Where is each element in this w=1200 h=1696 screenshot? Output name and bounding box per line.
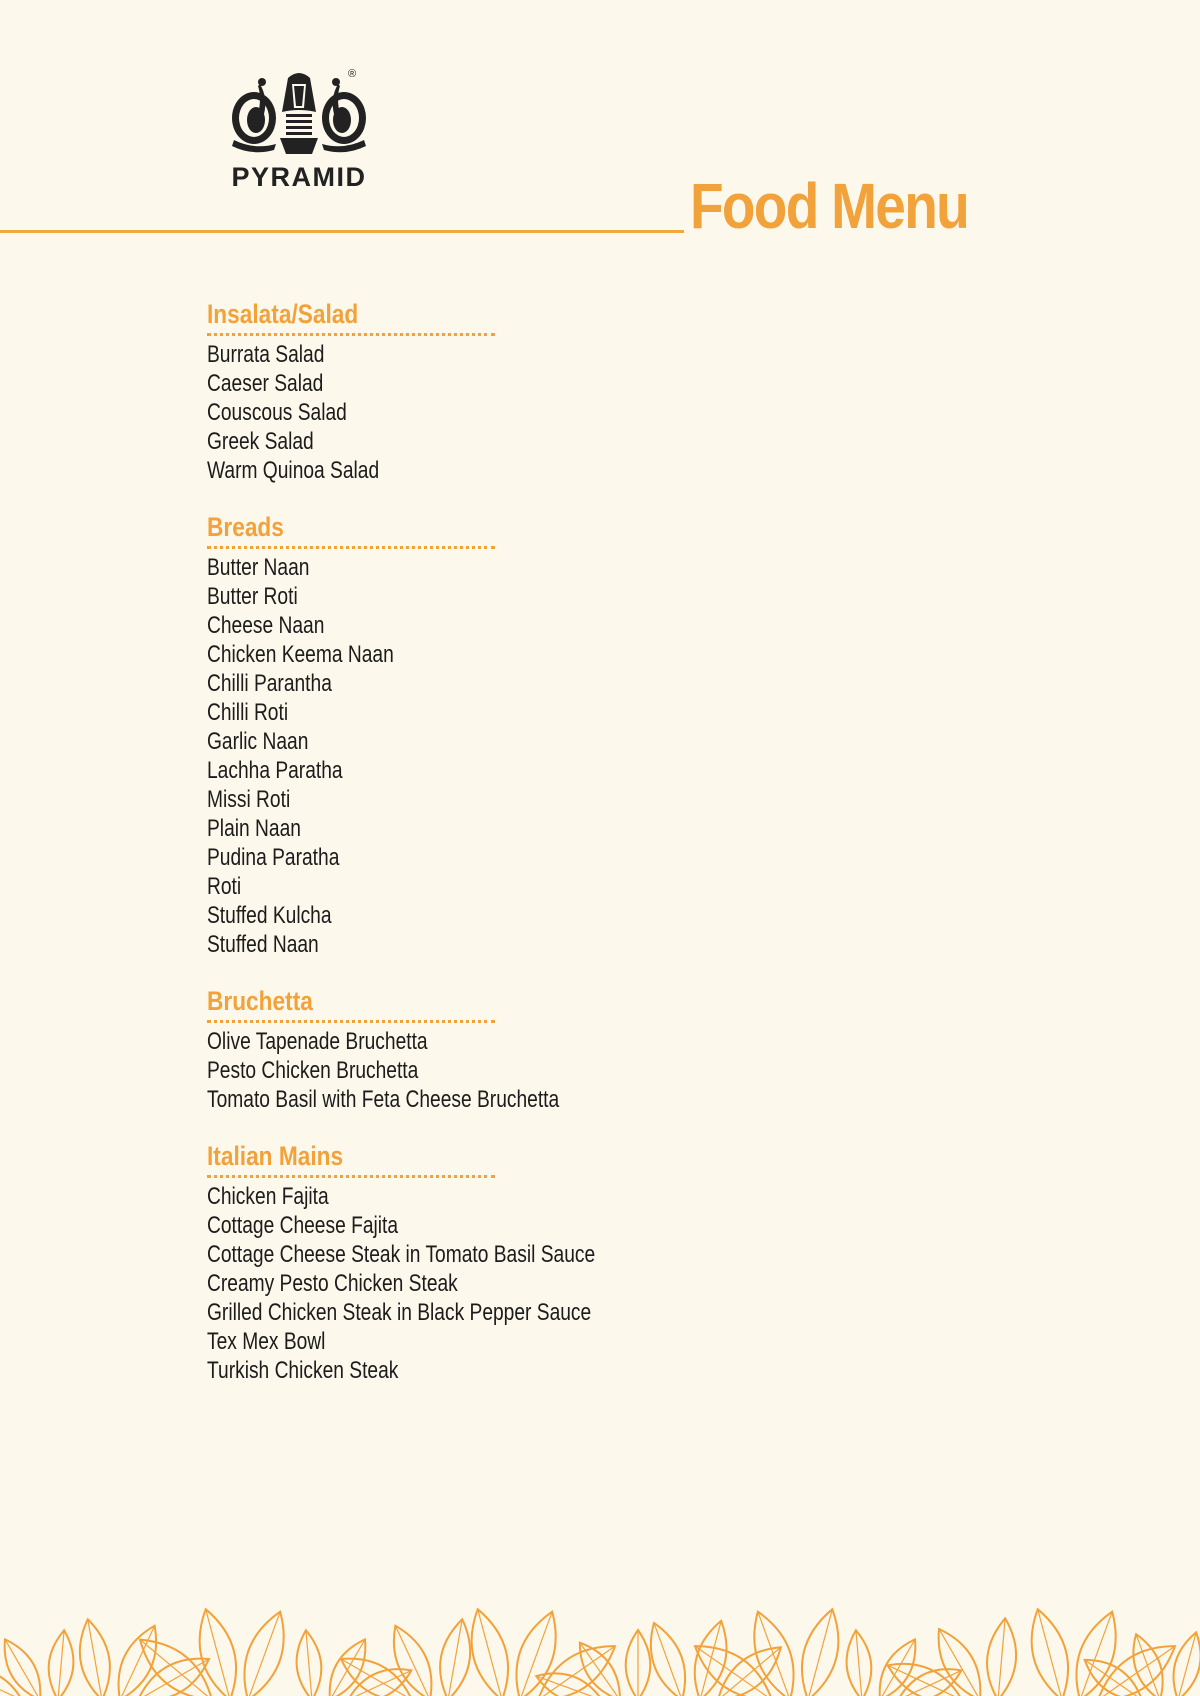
leaf-vein	[120, 1626, 155, 1696]
menu-list	[207, 297, 727, 1410]
menu-item: Grilled Chicken Steak in Black Pepper Sauce	[207, 1299, 592, 1326]
menu-item: Tomato Basil with Feta Cheese Bruchetta	[207, 1086, 560, 1113]
menu-item: Lachha Paratha	[207, 757, 343, 784]
section-title: Italian Mains	[207, 1141, 344, 1171]
item-list	[207, 1027, 727, 1114]
item-list	[207, 553, 727, 959]
leaf-shape	[382, 1620, 443, 1696]
registered-mark: ®	[348, 68, 357, 80]
section-title: Breads	[207, 512, 284, 542]
page-title: Food Menu	[690, 170, 968, 242]
menu-item: Couscous Salad	[207, 399, 347, 426]
menu-item: Cottage Cheese Fajita	[207, 1212, 399, 1239]
leaf-vein	[306, 1630, 312, 1696]
menu-item: Missi Roti	[207, 786, 291, 813]
menu-item: Roti	[207, 873, 242, 900]
section-title: Insalata/Salad	[207, 299, 359, 329]
leaf-shape	[1022, 1605, 1078, 1696]
section-dotted-divider	[207, 333, 495, 336]
item-list	[207, 340, 727, 485]
footer-leaf-decoration	[0, 1590, 1200, 1696]
leaf-shape	[1065, 1606, 1128, 1696]
leaf-shape	[532, 1665, 606, 1696]
menu-item: Tex Mex Bowl	[207, 1328, 326, 1355]
item-list	[207, 1182, 727, 1385]
menu-item: Butter Naan	[207, 554, 310, 581]
menu-item: Chilli Parantha	[207, 670, 332, 697]
menu-item: Pudina Paratha	[207, 844, 340, 871]
menu-section	[207, 1139, 727, 1385]
brand-name: PYRAMID	[231, 162, 367, 192]
section-dotted-divider	[207, 546, 495, 549]
menu-item: Cottage Cheese Steak in Tomato Basil Sauce	[207, 1241, 596, 1268]
menu-item: Creamy Pesto Chicken Steak	[207, 1270, 458, 1297]
leaf-shape	[570, 1636, 630, 1696]
leaf-shape	[107, 1620, 168, 1696]
leaf-shape	[319, 1633, 375, 1696]
menu-item: Chicken Fajita	[207, 1183, 329, 1210]
leaf-shape	[0, 1633, 51, 1696]
leaf-shape	[233, 1606, 296, 1696]
menu-item: Stuffed Naan	[207, 931, 319, 958]
leaf-vein	[998, 1618, 1005, 1696]
leaf-vein	[58, 1630, 64, 1696]
section-dotted-divider	[207, 1175, 495, 1178]
menu-item: Warm Quinoa Salad	[207, 457, 380, 484]
leaf-shape	[190, 1605, 246, 1696]
menu-item: Turkish Chicken Steak	[207, 1357, 399, 1384]
menu-item: Garlic Naan	[207, 728, 309, 755]
menu-item: Butter Roti	[207, 583, 298, 610]
section-dotted-divider	[207, 1020, 495, 1023]
section-title: Bruchetta	[207, 986, 313, 1016]
leaf-vein	[536, 1676, 602, 1696]
pyramid-emblem-icon	[224, 68, 374, 156]
menu-item: Pesto Chicken Bruchetta	[207, 1057, 419, 1084]
leaf-shape	[742, 1606, 805, 1696]
menu-item: Caeser Salad	[207, 370, 324, 397]
leaf-pattern-icon	[0, 1590, 1200, 1696]
menu-item: Olive Tapenade Bruchetta	[207, 1028, 428, 1055]
menu-section	[207, 510, 727, 959]
leaf-shape	[505, 1606, 568, 1696]
menu-section	[207, 984, 727, 1114]
menu-section	[207, 297, 727, 485]
menu-item: Chilli Roti	[207, 699, 289, 726]
menu-item: Cheese Naan	[207, 612, 325, 639]
menu-item: Plain Naan	[207, 815, 301, 842]
menu-item: Greek Salad	[207, 428, 314, 455]
menu-item: Stuffed Kulcha	[207, 902, 332, 929]
leaf-shape	[1166, 1629, 1200, 1696]
leaf-vein	[856, 1630, 862, 1696]
brand-logo	[206, 68, 392, 196]
header-divider	[0, 230, 684, 233]
menu-item: Burrata Salad	[207, 341, 325, 368]
leaf-shape	[927, 1622, 993, 1696]
leaf-shape	[792, 1605, 848, 1696]
menu-item: Chicken Keema Naan	[207, 641, 394, 668]
